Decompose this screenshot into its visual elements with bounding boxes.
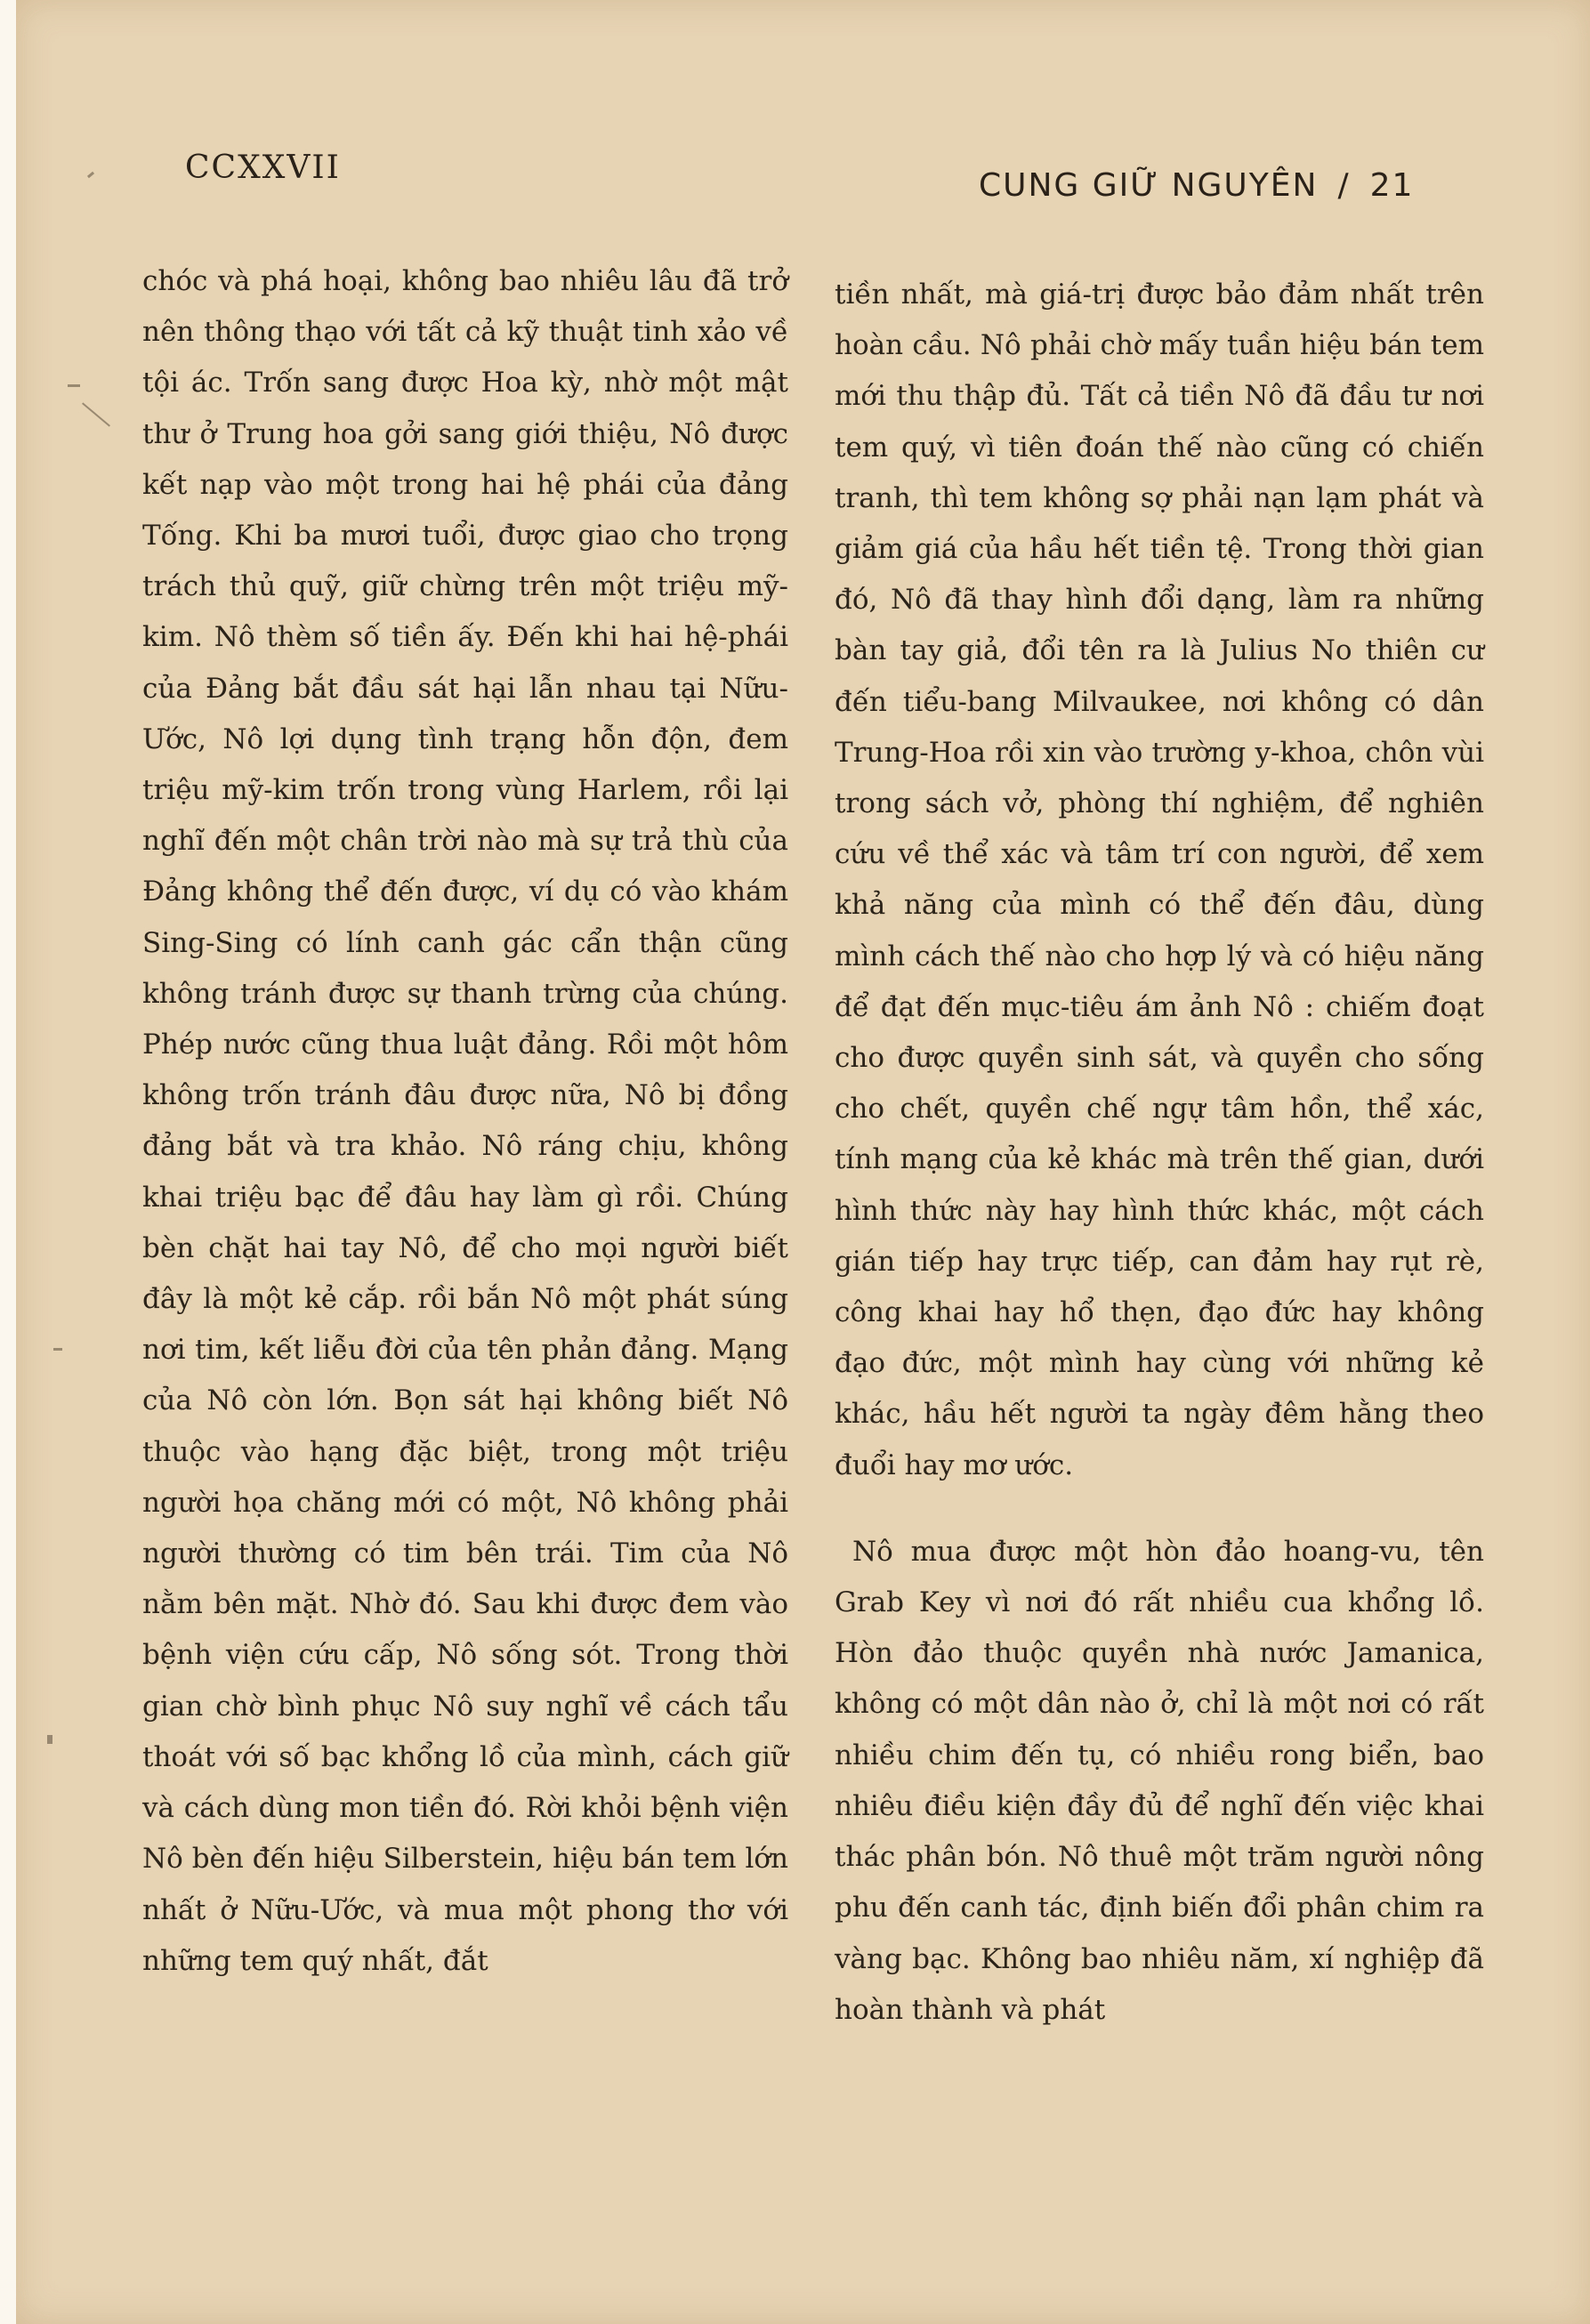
left-paragraph-1: chóc và phá hoại, không bao nhiêu lâu đã trở nên thông thạo với tất cả kỹ thuật tinh xảo về tội ác. Trốn sang được Hoa kỳ, nhờ một mật thư ở Trung hoa gởi sang giới thiệu, Nô được kết nạp vào một trong hai hệ phái của đảng Tống. Khi ba mươi tuổi, được giao cho trọng trách thủ quỹ, giữ chừng trên một triệu mỹ-kim. Nô thèm số tiền ấy. Đến khi hai hệ-phái của Đảng bắt đầu sát hại lẫn nhau tại Nữu-Ước, Nô lợi dụng tình trạng hỗn độn, đem triệu mỹ-kim trốn trong vùng Harlem, rồi lại nghĩ đến một chân trời nào mà sự trả thù của Đảng không thể đến được, ví dụ có vào khám Sing-Sing có lính canh gác cẩn thận cũng không tránh được sự thanh trừng của chúng. Phép nước cũng thua luật đảng. Rồi một hôm không trốn tránh đâu được nữa, Nô bị đồng đảng bắt và tra khảo. Nô ráng chịu, không khai triệu bạc để đâu hay làm gì rồi. Chúng bèn chặt hai tay Nô, để cho mọi người biết đây là một kẻ cắp. rồi bắn Nô một phát súng nơi tim, kết liễu đời của tên phản đảng. Mạng của Nô còn lớn. Bọn sát hại không biết Nô thuộc vào hạng đặc biệt, trong một triệu người họa chăng mới có một, Nô không phải người thường có tim bên trái. Tim của Nô nằm bên mặt. Nhờ đó. Sau khi được đem vào bệnh viện cứu cấp, Nô sống sót. Trong thời gian chờ bình phục Nô suy nghĩ về cách tẩu thoát với số bạc khổng lồ của mình, cách giữ và cách dùng mon tiền đó. Rời khỏi bệnh viện Nô bèn đến hiệu Silberstein, hiệu bán tem lớn nhất ở Nữu-Ước, và mua một phong thơ với những tem quý nhất, đắt (142, 265, 788, 1977)
chapter-number: CCXXVII (185, 149, 341, 186)
margin-speck (82, 402, 110, 426)
right-paragraph-2: Nô mua được một hòn đảo hoang-vu, tên Grab Key vì nơi đó rất nhiều cua khổng lồ. Hòn đảo thuộc quyền nhà nước Jamanica, không có một dân nào ở, chỉ là một nơi có rất nhiều chim đến tụ, có nhiều rong biển, bao nhiêu điều kiện đầy đủ để nghĩ đến việc khai thác phân bón. Nô thuê một trăm người nông phu đến canh tác, định biến đổi phân chim ra vàng bạc. Không bao nhiêu năm, xí nghiệp đã hoàn thành và phát (835, 1535, 1484, 2026)
page-number: 21 (1369, 167, 1415, 204)
margin-speck (47, 1735, 52, 1744)
running-title: CUNG GIỮ NGUYÊN (979, 167, 1319, 204)
running-header (979, 167, 1414, 204)
right-paragraph-1: tiền nhất, mà giá-trị được bảo đảm nhất trên hoàn cầu. Nô phải chờ mấy tuần hiệu bán tem mới thu thập đủ. Tất cả tiền Nô đã đầu tư nơi tem quý, vì tiên đoán thế nào cũng có chiến tranh, thì tem không sợ phải nạn lạm phát và giảm giá của hầu hết tiền tệ. Trong thời gian đó, Nô đã thay hình đổi dạng, làm ra những bàn tay giả, đổi tên ra là Julius No thiên cư đến tiểu-bang Milvaukee, nơi không có dân Trung-Hoa rồi xin vào trường y-khoa, chôn vùi trong sách vở, phòng thí nghiệm, để nghiên cứu về thể xác và tâm trí con người, để xem khả năng của mình có thể đến đâu, dùng mình cách thế nào cho hợp lý và có hiệu năng để đạt đến mục-tiêu ám ảnh Nô : chiếm đoạt cho được quyền sinh sát, và quyền cho sống cho chết, quyền chế ngự tâm hồn, thể xác, tính mạng của kẻ khác mà trên thế gian, dưới hình thức này hay hình thức khác, một cách gián tiếp hay trực tiếp, can đảm hay rụt rè, công khai hay hổ thẹn, đạo đức hay không đạo đức, một mình hay cùng với những kẻ khác, hầu hết người ta ngày đêm hằng theo đuổi hay mơ ước. (835, 278, 1484, 1481)
right-column (835, 270, 1484, 2036)
margin-speck (53, 1348, 62, 1351)
left-column (142, 256, 788, 1987)
margin-speck (87, 172, 94, 178)
book-page (16, 0, 1590, 2324)
margin-speck (68, 384, 80, 387)
header-separator: / (1337, 167, 1351, 204)
